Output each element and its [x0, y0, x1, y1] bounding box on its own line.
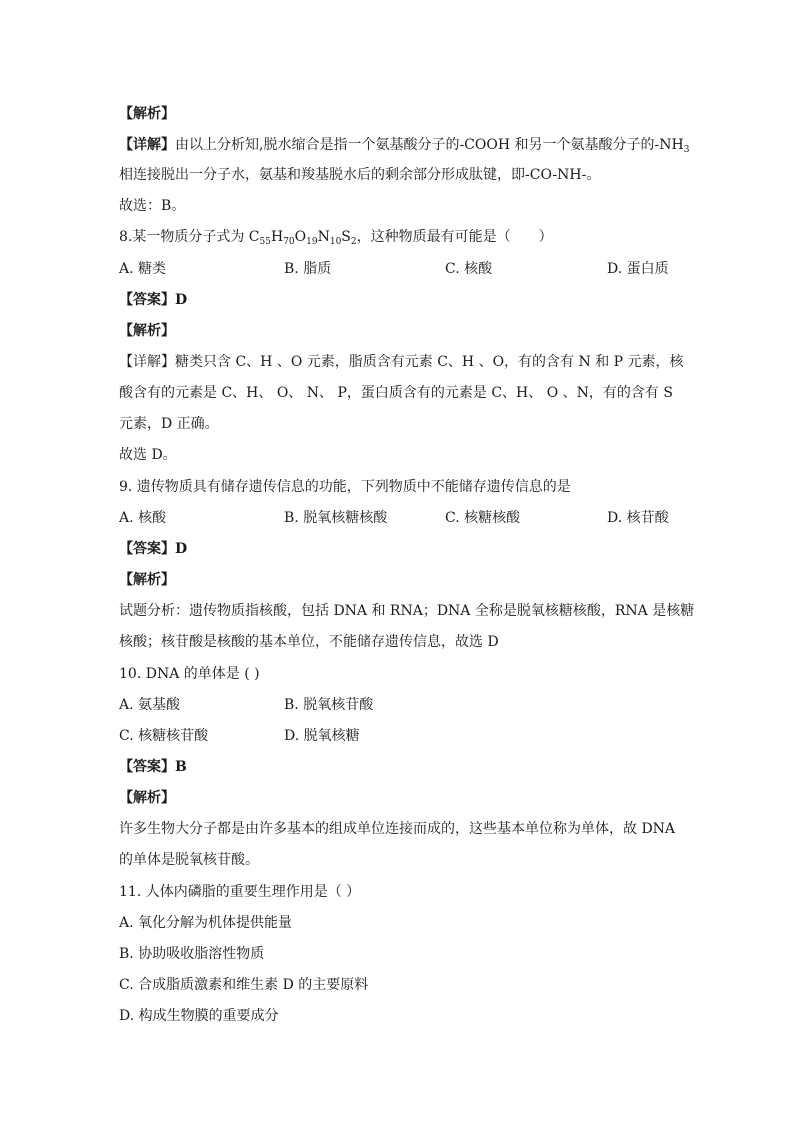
question-11-stem: 11. 人体内磷脂的重要生理作用是（ ） [119, 884, 361, 900]
option-a: A. 核酸 [119, 510, 167, 526]
detail-line: 相连接脱出一分子水，氨基和羧基脱水后的剩余部分形成肽键，即-CO-NH-。 [119, 167, 601, 183]
detail-tag: 【详解】 [119, 137, 175, 153]
formula-suffix: ，这种物质最有可能是（ ） [356, 229, 553, 245]
element-symbol: N [317, 229, 330, 245]
analysis-line: 的单体是脱氧核苷酸。 [119, 852, 259, 868]
option-a: A. 氧化分解为机体提供能量 [119, 915, 293, 931]
option-c: C. 合成脂质激素和维生素 D 的主要原料 [119, 977, 369, 993]
option-b: B. 脱氧核苷酸 [284, 697, 374, 713]
detail-line: 酸含有的元素是 C、H、 O、 N、 P，蛋白质含有的元素是 C、H、 O 、N，有的含有 S [119, 385, 673, 401]
detail-line: 元素，D 正确。 [119, 416, 219, 432]
option-d: D. 构成生物膜的重要成分 [119, 1008, 279, 1024]
option-d: D. 蛋白质 [607, 261, 669, 277]
option-c: C. 核酸 [445, 261, 493, 277]
analysis-heading: 【解析】 [119, 323, 175, 339]
subscript: 2 [350, 237, 357, 247]
analysis-line: 许多生物大分子都是由许多基本的组成单位连接而成的，这些基本单位称为单体，故 DNA [119, 821, 676, 837]
question-10-stem: 10. DNA 的单体是 ( ) [119, 666, 260, 682]
answer: 【答案】B [119, 759, 187, 775]
formula-prefix: 8.某一物质分子式为 C [119, 229, 260, 245]
analysis-line: 试题分析：遗传物质指核酸，包括 DNA 和 RNA；DNA 全称是脱氧核糖核酸，RNA 是核糖 [119, 603, 695, 619]
detail-subscript: 3 [683, 145, 690, 155]
analysis-heading: 【解析】 [119, 790, 175, 806]
option-a: A. 氨基酸 [119, 697, 181, 713]
option-c: C. 核糖核酸 [445, 510, 521, 526]
detail-paragraph [119, 136, 689, 154]
analysis-heading: 【解析】 [119, 572, 175, 588]
analysis-line: 核酸；核苷酸是核酸的基本单位，不能储存遗传信息，故选 D [119, 634, 499, 650]
detail-line: 【详解】糖类只含 C、H 、O 元素，脂质含有元素 C、H 、O，有的含有 N 和 P 元素，核 [119, 354, 684, 370]
question-8-stem [119, 228, 553, 246]
option-d: D. 脱氧核糖 [284, 728, 360, 744]
analysis-heading: 【解析】 [119, 106, 175, 122]
subscript: 10 [329, 237, 342, 247]
answer: 【答案】D [119, 541, 188, 557]
subscript: 70 [283, 237, 295, 247]
option-b: B. 脂质 [284, 261, 332, 277]
element-symbol: S [341, 229, 351, 245]
element-symbol: H [270, 229, 284, 245]
option-c: C. 核糖核苷酸 [119, 728, 209, 744]
option-a: A. 糖类 [119, 261, 167, 277]
subscript: 55 [259, 237, 271, 247]
detail-text: 由以上分析知,脱水缩合是指一个氨基酸分子的-COOH 和另一个氨基酸分子的-NH [175, 137, 684, 153]
option-b: B. 协助吸收脂溶性物质 [119, 946, 265, 962]
subscript: 19 [306, 237, 318, 247]
element-symbol: O [294, 229, 307, 245]
answer: 【答案】D [119, 292, 188, 308]
option-b: B. 脱氧核糖核酸 [284, 510, 388, 526]
option-d: D. 核苷酸 [607, 510, 669, 526]
question-9-stem: 9. 遗传物质具有储存遗传信息的功能，下列物质中不能储存遗传信息的是 [119, 479, 571, 495]
conclusion: 故选：B。 [119, 198, 186, 214]
conclusion: 故选 D。 [119, 447, 177, 463]
